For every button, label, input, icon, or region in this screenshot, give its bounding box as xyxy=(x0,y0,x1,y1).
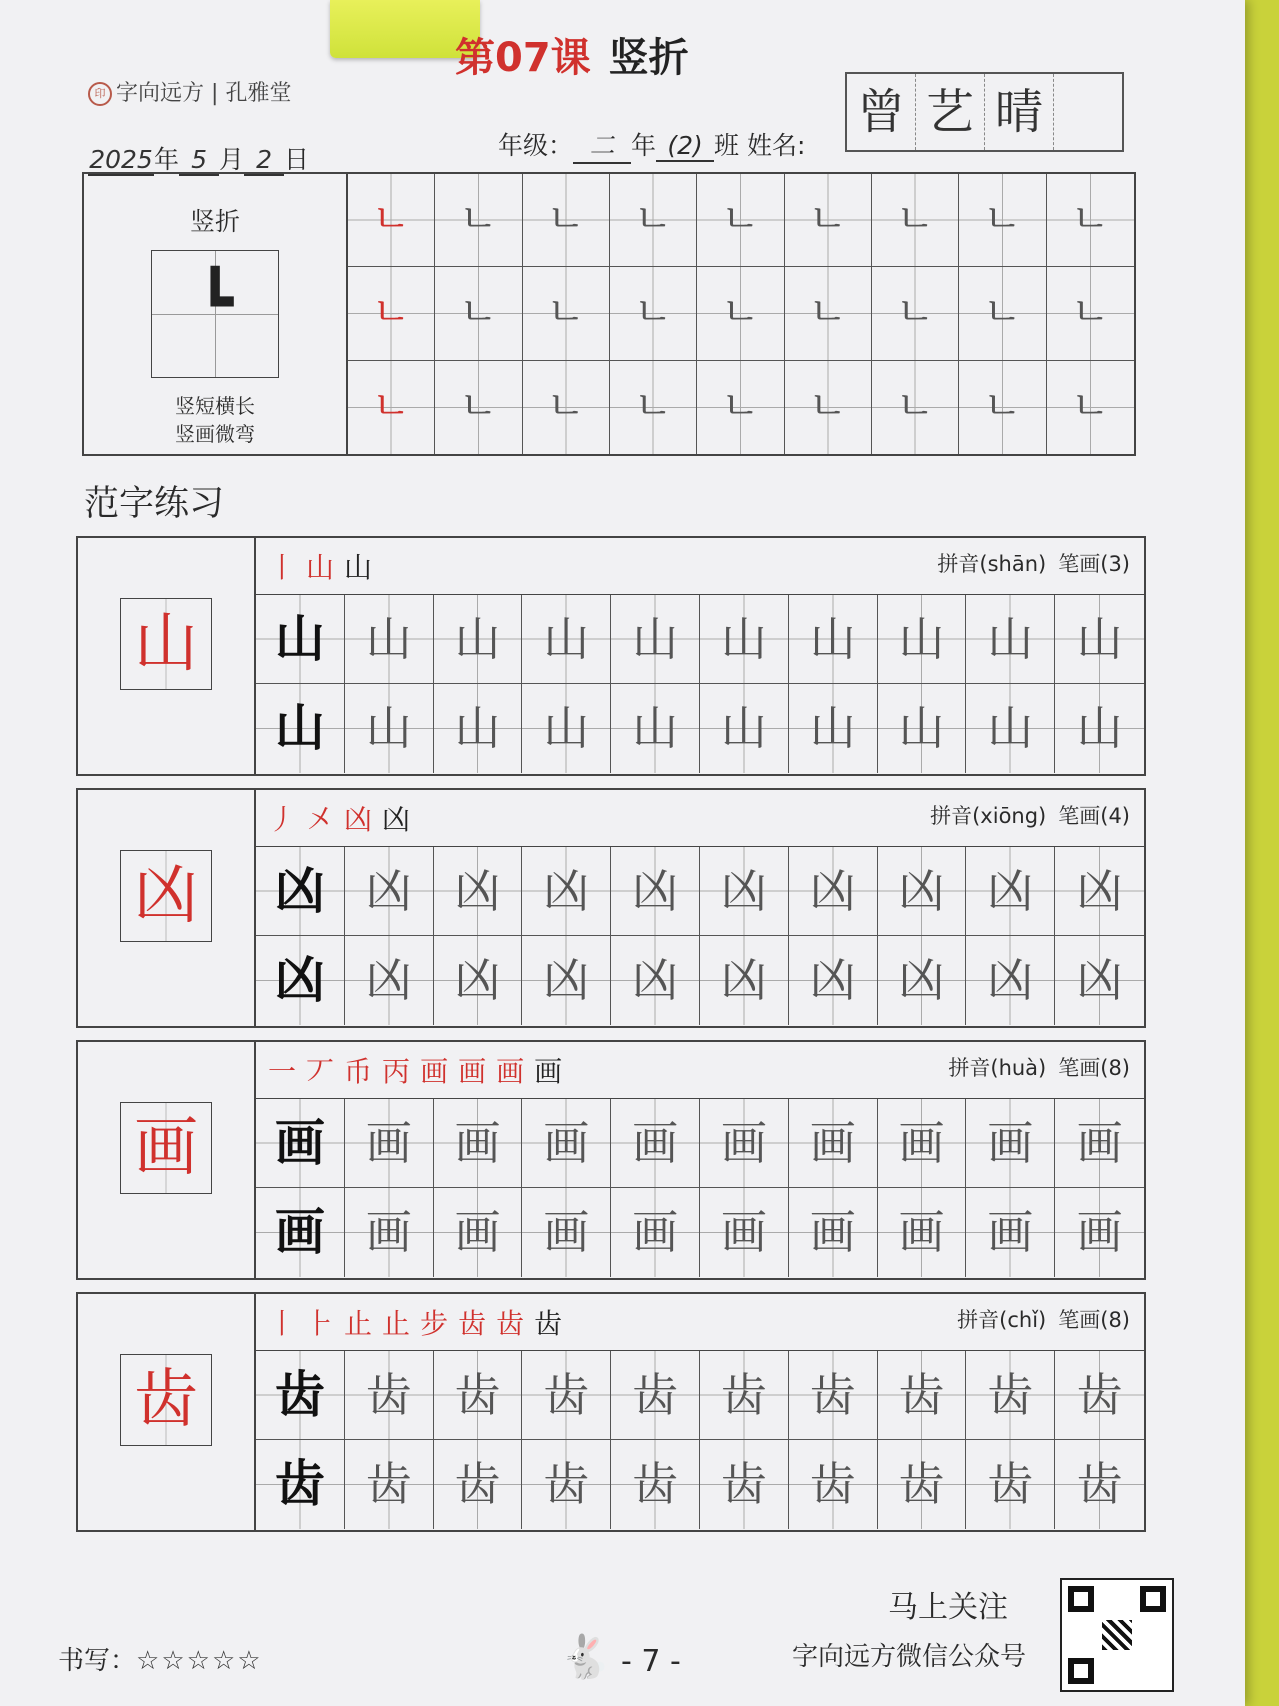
stroke-practice-cell: ㄴ xyxy=(435,267,522,360)
class-value: (2) xyxy=(656,131,714,162)
stroke-practice-cell: ㄴ xyxy=(610,361,697,454)
brand-seal-icon: 印 xyxy=(88,82,112,106)
practice-cell: 凶 xyxy=(434,847,523,936)
practice-cell: 凶 xyxy=(700,847,789,936)
character-block xyxy=(76,536,1146,776)
stroke-order-step: 齿 xyxy=(458,1307,497,1340)
practice-cell: 画 xyxy=(1055,1099,1144,1188)
practice-cell: 凶 xyxy=(434,936,523,1025)
name-char xyxy=(1054,74,1122,150)
stroke-order xyxy=(268,1050,572,1090)
stroke-practice-cell: ㄴ xyxy=(348,267,435,360)
model-character: 山 xyxy=(120,598,212,690)
model-character: 凶 xyxy=(120,850,212,942)
name-box xyxy=(845,72,1124,152)
stroke-order-step: 画 xyxy=(420,1055,459,1088)
pinyin-label: 拼音 xyxy=(930,804,973,828)
stroke-practice-cell: ㄴ xyxy=(348,361,435,454)
stroke-order-step: 丨 xyxy=(268,1307,307,1340)
stroke-practice-cell: ㄴ xyxy=(610,267,697,360)
stroke-practice-cell: ㄴ xyxy=(697,174,784,267)
stroke-order-step: 步 xyxy=(420,1307,459,1340)
practice-cell: 凶 xyxy=(700,936,789,1025)
practice-cell: 山 xyxy=(878,595,967,684)
practice-cell: 凶 xyxy=(345,936,434,1025)
practice-cell: 山 xyxy=(522,595,611,684)
practice-cell: 凶 xyxy=(966,936,1055,1025)
stroke-order-step: 画 xyxy=(458,1055,497,1088)
practice-grid xyxy=(256,1098,1144,1277)
stroke-order-step: 丆 xyxy=(306,1055,345,1088)
practice-cell: 凶 xyxy=(789,936,878,1025)
practice-cell: 画 xyxy=(700,1099,789,1188)
stroke-order-step: 凶 xyxy=(382,803,421,836)
stroke-practice-cell: ㄴ xyxy=(1047,174,1134,267)
practice-cell: 画 xyxy=(966,1099,1055,1188)
practice-cell: 凶 xyxy=(966,847,1055,936)
practice-cell: 画 xyxy=(611,1099,700,1188)
strokes: (3) xyxy=(1100,552,1130,576)
character-model-panel xyxy=(78,790,256,1026)
strokes-label: 笔画 xyxy=(1058,804,1101,828)
name-char: 曾 xyxy=(847,74,916,150)
stroke-order xyxy=(268,546,382,586)
practice-cell: 齿 xyxy=(522,1440,611,1529)
strokes-label: 笔画 xyxy=(1058,552,1101,576)
stroke-order-step: 齿 xyxy=(534,1307,573,1340)
practice-cell: 凶 xyxy=(611,936,700,1025)
date-line: 2025年 5 月 2 日 xyxy=(89,145,310,174)
stroke-order-step: 止 xyxy=(344,1307,383,1340)
lesson-number: 第07课 xyxy=(455,35,591,81)
stroke-practice-cell: ㄴ xyxy=(785,361,872,454)
practice-cell: 齿 xyxy=(345,1351,434,1440)
lesson-title: 竖折 xyxy=(608,35,689,81)
practice-cell: 齿 xyxy=(256,1351,345,1440)
practice-cell: 齿 xyxy=(878,1440,967,1529)
pinyin: (huà) xyxy=(990,1056,1047,1080)
brand-logo: 印 字向远方 | 孔雅堂 xyxy=(88,76,291,107)
rating-stars[interactable]: ☆☆☆☆☆ xyxy=(136,1646,263,1676)
stroke-title: 竖折 xyxy=(189,207,240,236)
pinyin-label: 拼音 xyxy=(957,1308,1000,1332)
wechat-account-text: 字向远方微信公众号 xyxy=(792,1642,1027,1672)
practice-cell: 山 xyxy=(522,684,611,773)
stroke-practice-cell: ㄴ xyxy=(959,267,1046,360)
practice-cell: 齿 xyxy=(434,1351,523,1440)
stroke-order-step: 丙 xyxy=(382,1055,421,1088)
writing-rating: 书写：☆☆☆☆☆ xyxy=(58,1646,263,1676)
practice-cell: 齿 xyxy=(700,1440,789,1529)
stroke-order-step: 丨 xyxy=(268,551,307,584)
practice-cell: 凶 xyxy=(878,936,967,1025)
practice-cell: 齿 xyxy=(611,1351,700,1440)
stroke-demo-glyph: ┗ xyxy=(196,267,234,337)
character-block xyxy=(76,788,1146,1028)
pinyin-strokes-info xyxy=(948,1052,1130,1082)
pinyin-label: 拼音 xyxy=(937,552,980,576)
pinyin-label: 拼音 xyxy=(948,1056,991,1080)
stroke-order-step: 止 xyxy=(382,1307,421,1340)
rabbit-icon: 🐇 xyxy=(559,1632,612,1681)
practice-cell: 齿 xyxy=(789,1440,878,1529)
stroke-order-step: 一 xyxy=(268,1055,307,1088)
strokes-label: 笔画 xyxy=(1058,1056,1101,1080)
practice-cell: 画 xyxy=(789,1099,878,1188)
qr-code-icon[interactable] xyxy=(1060,1578,1174,1692)
practice-cell: 山 xyxy=(966,595,1055,684)
practice-cell: 凶 xyxy=(522,936,611,1025)
stroke-order-step: 丿 xyxy=(268,803,307,836)
pinyin: (xiōng) xyxy=(972,804,1047,828)
stroke-practice-cell: ㄴ xyxy=(348,174,435,267)
practice-cell: 山 xyxy=(700,595,789,684)
character-block xyxy=(76,1292,1146,1532)
practice-cell: 画 xyxy=(345,1099,434,1188)
strokes: (8) xyxy=(1100,1056,1130,1080)
stroke-practice-cell: ㄴ xyxy=(1047,361,1134,454)
stroke-practice-cell: ㄴ xyxy=(435,361,522,454)
stroke-practice-cell: ㄴ xyxy=(785,267,872,360)
practice-cell: 凶 xyxy=(789,847,878,936)
stroke-order-step: 山 xyxy=(306,551,345,584)
practice-cell: 山 xyxy=(1055,684,1144,773)
stroke-practice-cell: ㄴ xyxy=(523,174,610,267)
follow-text: 马上关注 xyxy=(888,1590,1008,1625)
character-model-panel xyxy=(78,538,256,774)
stroke-order xyxy=(268,798,420,838)
name-char: 艺 xyxy=(916,74,985,150)
practice-cell: 齿 xyxy=(966,1440,1055,1529)
practice-cell: 山 xyxy=(434,595,523,684)
grade-line: 年级： 二 年 (2) 班 姓名: xyxy=(498,126,805,164)
practice-cell: 凶 xyxy=(345,847,434,936)
practice-cell: 凶 xyxy=(256,936,345,1025)
practice-cell: 画 xyxy=(434,1099,523,1188)
stroke-practice-cell: ㄴ xyxy=(872,361,959,454)
practice-cell: 山 xyxy=(611,684,700,773)
stroke-order-step: 齿 xyxy=(496,1307,535,1340)
pinyin: (shān) xyxy=(979,552,1047,576)
practice-cell: 画 xyxy=(700,1188,789,1277)
stroke-practice-cell: ㄴ xyxy=(872,174,959,267)
stroke-practice-cell: ㄴ xyxy=(523,267,610,360)
name-char: 晴 xyxy=(985,74,1054,150)
practice-grid xyxy=(256,594,1144,773)
practice-cell: 画 xyxy=(434,1188,523,1277)
character-model-panel xyxy=(78,1294,256,1530)
practice-cell: 齿 xyxy=(878,1351,967,1440)
practice-cell: 凶 xyxy=(1055,936,1144,1025)
stroke-practice-cell: ㄴ xyxy=(872,267,959,360)
stroke-practice-cell: ㄴ xyxy=(697,267,784,360)
stroke-order-step: ⺊ xyxy=(306,1307,345,1340)
practice-cell: 齿 xyxy=(256,1440,345,1529)
practice-cell: 山 xyxy=(434,684,523,773)
practice-cell: 画 xyxy=(878,1099,967,1188)
practice-cell: 齿 xyxy=(1055,1351,1144,1440)
stroke-order-step: 㐅 xyxy=(306,803,345,836)
stroke-demo-panel xyxy=(84,174,348,454)
practice-cell: 齿 xyxy=(1055,1440,1144,1529)
date-year: 2025 xyxy=(89,145,153,174)
stroke-order-step: 画 xyxy=(534,1055,573,1088)
date-month: 5 xyxy=(179,145,219,176)
practice-cell: 山 xyxy=(256,684,345,773)
practice-title: 范字练习 xyxy=(84,484,225,524)
stroke-order-step: 凶 xyxy=(344,803,383,836)
practice-cell: 山 xyxy=(1055,595,1144,684)
stroke-grid xyxy=(348,174,1134,454)
stroke-demo-box xyxy=(151,250,279,378)
practice-cell: 画 xyxy=(966,1188,1055,1277)
practice-cell: 凶 xyxy=(256,847,345,936)
practice-cell: 山 xyxy=(966,684,1055,773)
model-character: 齿 xyxy=(120,1354,212,1446)
stroke-practice-cell: ㄴ xyxy=(959,174,1046,267)
pinyin: (chǐ) xyxy=(999,1308,1047,1332)
pinyin-strokes-info xyxy=(957,1304,1130,1334)
practice-cell: 画 xyxy=(611,1188,700,1277)
stroke-practice-cell: ㄴ xyxy=(523,361,610,454)
practice-cell: 山 xyxy=(345,684,434,773)
practice-cell: 山 xyxy=(700,684,789,773)
stroke-practice-cell: ㄴ xyxy=(435,174,522,267)
practice-cell: 画 xyxy=(522,1188,611,1277)
pinyin-strokes-info xyxy=(930,800,1130,830)
practice-grid xyxy=(256,1350,1144,1529)
stroke-practice-cell: ㄴ xyxy=(785,174,872,267)
practice-cell: 齿 xyxy=(966,1351,1055,1440)
practice-cell: 齿 xyxy=(611,1440,700,1529)
practice-cell: 画 xyxy=(522,1099,611,1188)
practice-cell: 山 xyxy=(345,595,434,684)
stroke-practice-cell: ㄴ xyxy=(610,174,697,267)
practice-cell: 凶 xyxy=(1055,847,1144,936)
practice-cell: 齿 xyxy=(522,1351,611,1440)
stroke-order-step: 币 xyxy=(344,1055,383,1088)
character-model-panel xyxy=(78,1042,256,1278)
practice-cell: 凶 xyxy=(522,847,611,936)
model-character: 画 xyxy=(120,1102,212,1194)
practice-cell: 齿 xyxy=(434,1440,523,1529)
practice-cell: 画 xyxy=(345,1188,434,1277)
stroke-practice-cell: ㄴ xyxy=(697,361,784,454)
stroke-practice-cell: ㄴ xyxy=(1047,267,1134,360)
practice-cell: 山 xyxy=(256,595,345,684)
practice-cell: 凶 xyxy=(611,847,700,936)
stroke-practice-cell: ㄴ xyxy=(959,361,1046,454)
practice-cell: 山 xyxy=(789,595,878,684)
practice-cell: 画 xyxy=(256,1188,345,1277)
practice-cell: 画 xyxy=(256,1099,345,1188)
strokes-label: 笔画 xyxy=(1058,1308,1101,1332)
character-block xyxy=(76,1040,1146,1280)
lesson-heading xyxy=(455,26,689,83)
date-day: 2 xyxy=(244,145,284,176)
strokes: (8) xyxy=(1100,1308,1130,1332)
practice-cell: 齿 xyxy=(789,1351,878,1440)
stroke-tips: 竖短横长 竖画微弯 xyxy=(175,394,255,446)
strokes: (4) xyxy=(1100,804,1130,828)
practice-cell: 画 xyxy=(1055,1188,1144,1277)
practice-grid xyxy=(256,846,1144,1025)
practice-cell: 山 xyxy=(789,684,878,773)
page-number: 🐇 - 7 - xyxy=(559,1632,681,1681)
grade-value: 二 xyxy=(573,126,631,164)
practice-cell: 齿 xyxy=(700,1351,789,1440)
stroke-order xyxy=(268,1302,572,1342)
practice-cell: 凶 xyxy=(878,847,967,936)
pinyin-strokes-info xyxy=(937,548,1130,578)
practice-cell: 画 xyxy=(789,1188,878,1277)
practice-cell: 山 xyxy=(878,684,967,773)
practice-cell: 画 xyxy=(878,1188,967,1277)
stroke-practice-section xyxy=(82,172,1136,456)
stroke-order-step: 山 xyxy=(344,551,383,584)
stroke-order-step: 画 xyxy=(496,1055,535,1088)
practice-cell: 齿 xyxy=(345,1440,434,1529)
practice-cell: 山 xyxy=(611,595,700,684)
